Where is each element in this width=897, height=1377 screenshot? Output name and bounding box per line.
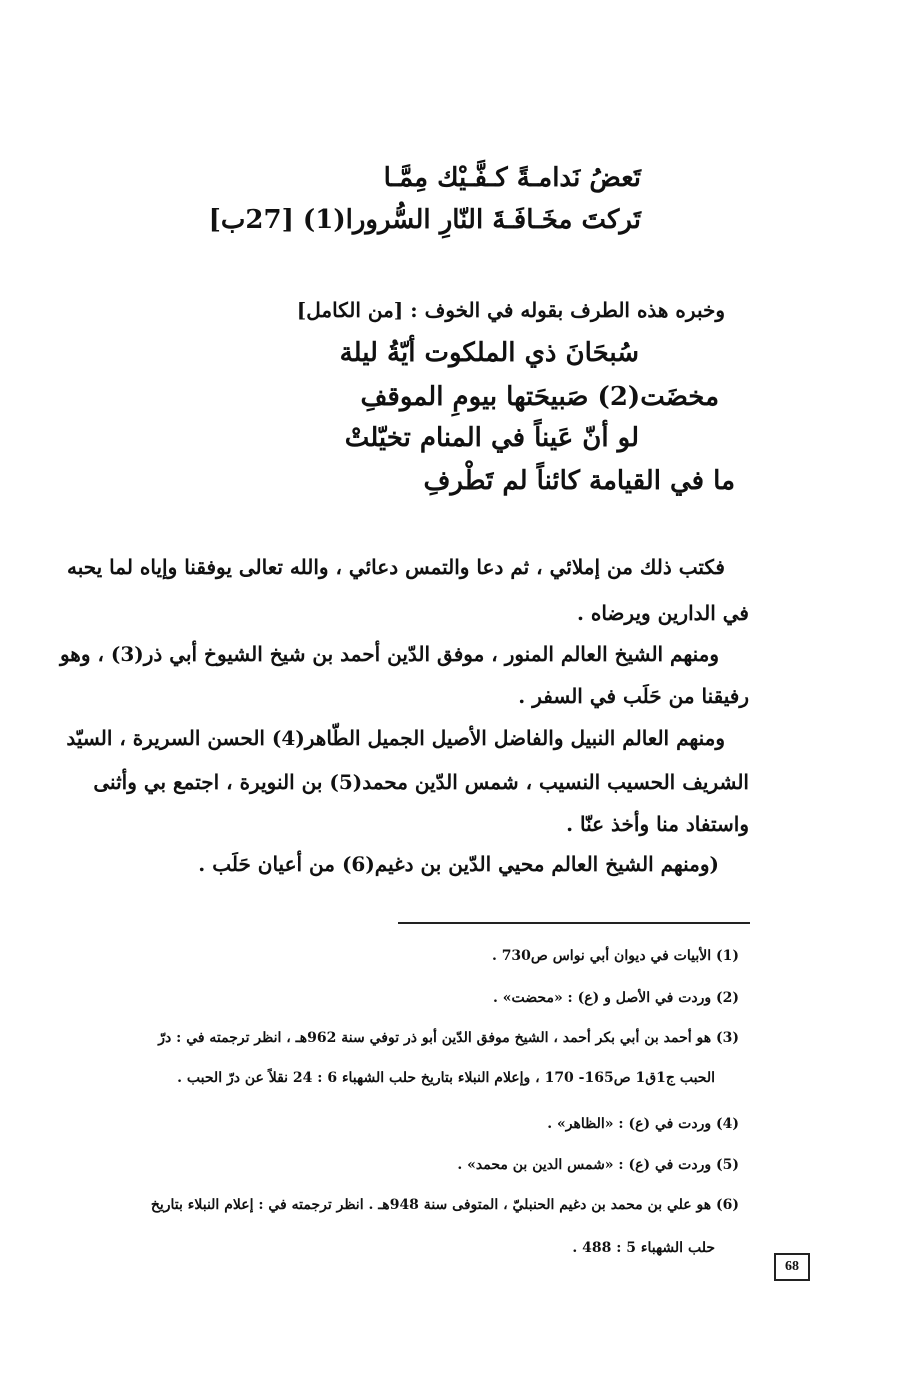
verse-2-line-1: سُبحَانَ ذي الملكوت أيّةُ ليلة: [339, 338, 639, 368]
footnote-1: (1) الأبيات في ديوان أبي نواس ص730 .: [491, 948, 739, 964]
page-number: 68: [774, 1253, 810, 1281]
footnote-6-line-1: (6) هو علي بن محمد بن دغيم الحنبليّ ، المتوفى سنة 948هـ . انظر ترجمته في : إعلام النبلاء بتاريخ: [150, 1197, 739, 1213]
paragraph-3-line-3: واستفاد منا وأخذ عنّا .: [566, 812, 749, 836]
footnote-2: (2) وردت في الأصل و (ع) : «محضت» .: [493, 990, 739, 1006]
footnote-3-line-1: (3) هو أحمد بن أبي بكر أحمد ، الشيخ موفق الدّين أبو ذر توفي سنة 962هـ ، انظر ترجمته في : درّ: [158, 1030, 739, 1046]
footnote-4: (4) وردت في (ع) : «الظاهر» .: [547, 1116, 739, 1132]
paragraph-3-line-2: الشريف الحسيب النسيب ، شمس الدّين محمد(5) بن النويرة ، اجتمع بي وأثنى: [93, 770, 749, 794]
verse-2-line-2: مخضَت(2) صَبيحَتها بيومِ الموقفِ: [360, 382, 719, 412]
footnote-6-line-2: حلب الشهباء 5 : 488 .: [572, 1240, 715, 1256]
paragraph-2-line-2: رفيقنا من حَلَب في السفر .: [518, 684, 749, 708]
footnote-5: (5) وردت في (ع) : «شمس الدين بن محمد» .: [457, 1157, 739, 1173]
paragraph-1-line-1: فكتب ذلك من إملائي ، ثم دعا والتمس دعائي ، والله تعالى يوفقنا وإياه لما يحبه: [66, 555, 725, 579]
verse-2-line-3: لو أنّ عَيناً في المنام تخيّلتْ: [344, 423, 639, 453]
footnote-separator: [398, 922, 750, 924]
footnote-3-line-2: الحبب ج1ق1 ص165- 170 ، وإعلام النبلاء بتاريخ حلب الشهباء 6 : 24 نقلاً عن درّ الحبب .: [177, 1070, 715, 1086]
paragraph-2-line-1: ومنهم الشيخ العالم المنور ، موفق الدّين أحمد بن شيخ الشيوخ أبي ذر(3) ، وهو: [59, 642, 719, 666]
paragraph-3-line-1: ومنهم العالم النبيل والفاضل الأصيل الجميل الطّاهر(4) الحسن السريرة ، السيّد: [66, 726, 725, 750]
paragraph-4-line-1: (ومنهم الشيخ العالم محيي الدّين بن دغيم(6) من أعيان حَلَب .: [198, 852, 719, 876]
intro-line: وخبره هذه الطرف بقوله في الخوف : [من الكامل]: [296, 298, 725, 322]
paragraph-1-line-2: في الدارين ويرضاه .: [576, 601, 749, 625]
verse-2-line-4: ما في القيامة كائناً لم تَطْرفِ: [423, 466, 735, 496]
verse-1-line-2: تَركتَ مخَـافَـةَ النّارِ السُّرورا(1) [27ب]: [208, 205, 641, 235]
verse-1-line-1: تَعضُ نَدامـةً كـفَّـيْك مِمَّـا: [383, 163, 641, 193]
